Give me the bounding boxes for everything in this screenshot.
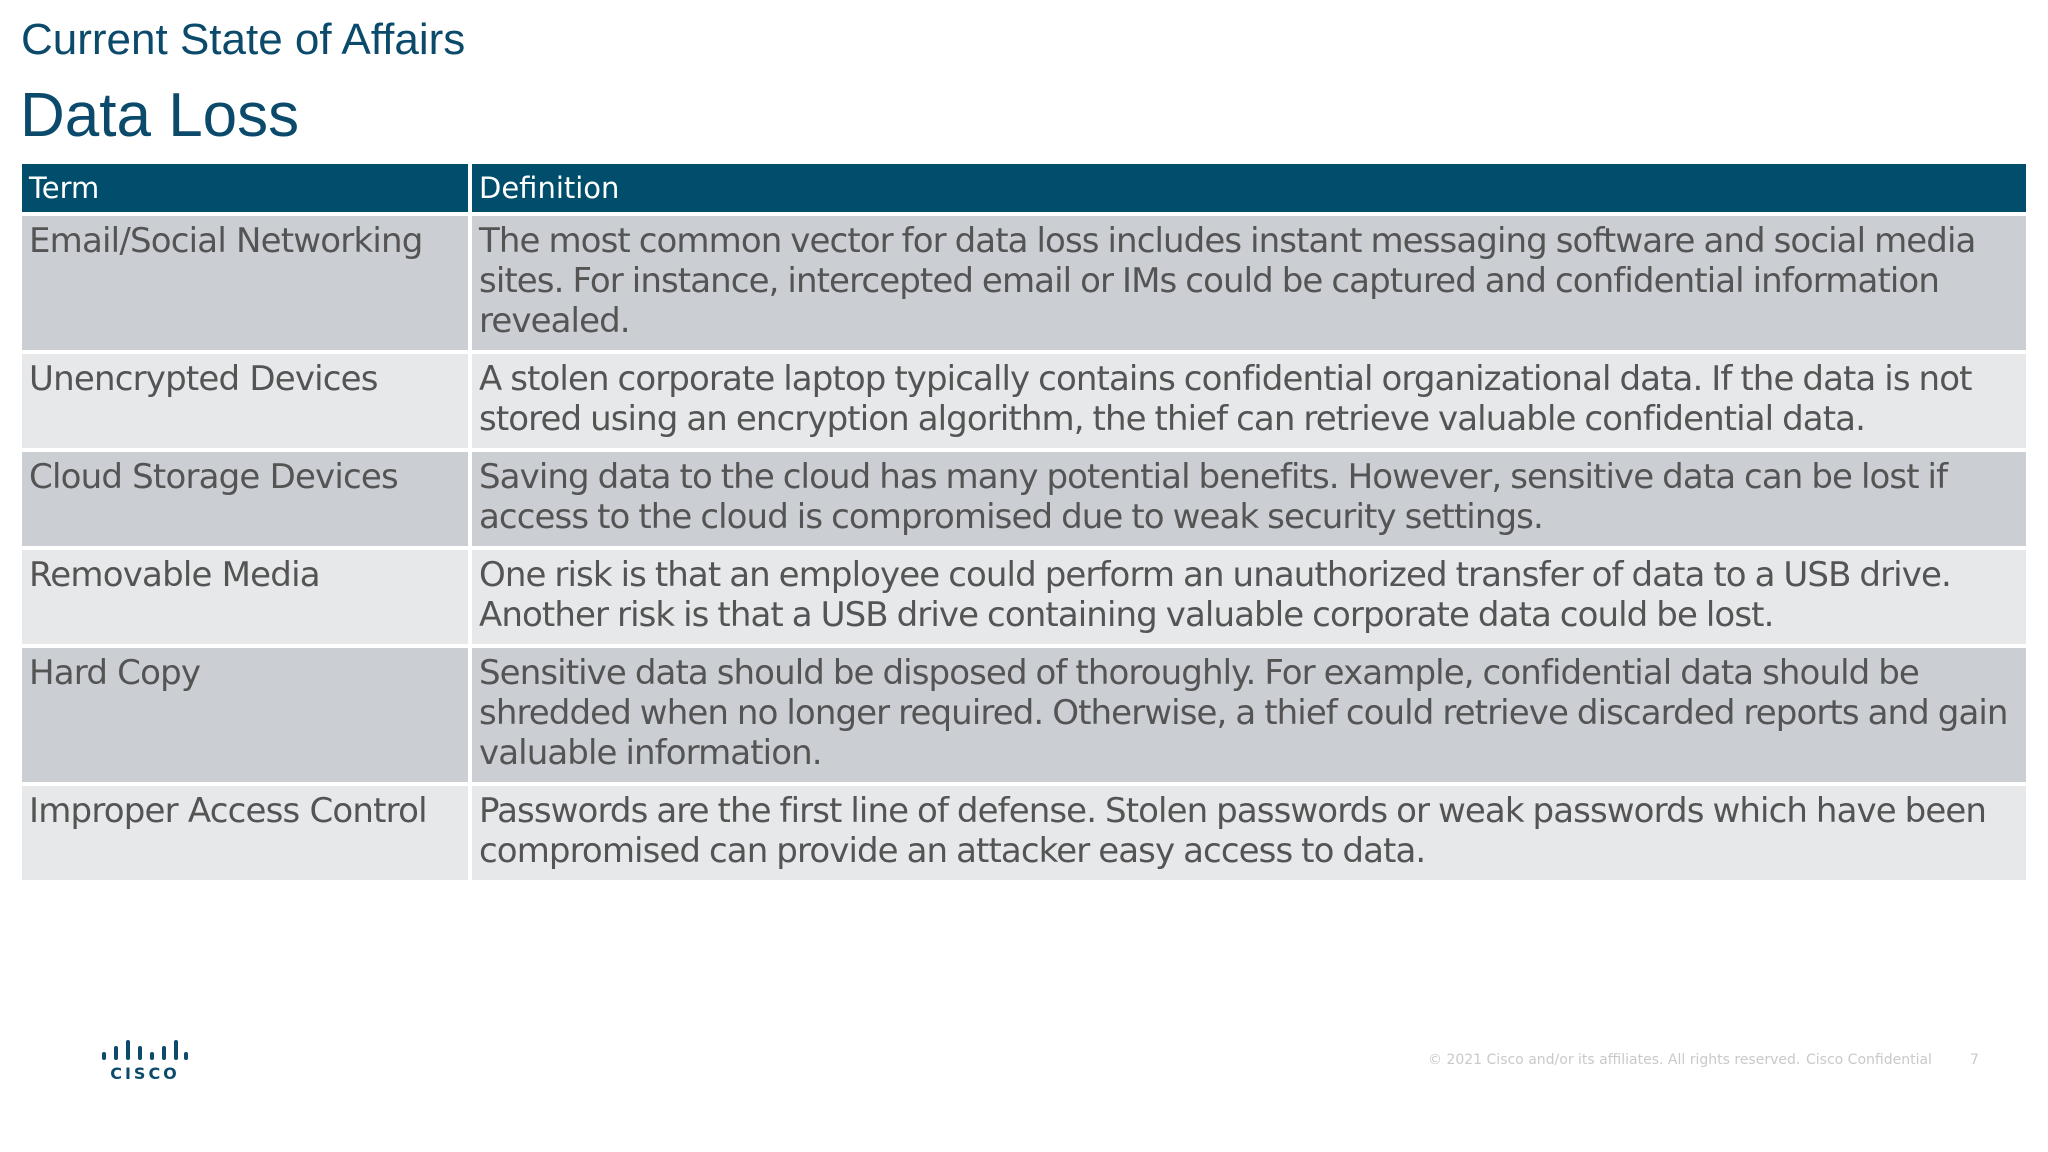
- table-row: [22, 550, 2026, 644]
- table-row: [22, 786, 2026, 880]
- table-row: [22, 648, 2026, 782]
- table-row: [22, 216, 2026, 350]
- table-row: [22, 354, 2026, 448]
- table-row: [22, 452, 2026, 546]
- definition-cell: The most common vector for data loss includes instant messaging software and social media sites. For instance, intercepted email or IMs could be captured and confidential information revealed.: [472, 216, 2026, 350]
- footer-copyright: © 2021 Cisco and/or its affiliates. All rights reserved.: [1428, 1052, 1801, 1068]
- column-header-term: Term: [22, 164, 468, 212]
- term-cell: Removable Media: [22, 550, 468, 644]
- term-cell: Cloud Storage Devices: [22, 452, 468, 546]
- slide-title: Data Loss: [20, 81, 300, 150]
- term-cell: Email/Social Networking: [22, 216, 468, 350]
- definition-cell: One risk is that an employee could perform an unauthorized transfer of data to a USB drive. Another risk is that a USB drive containing valuable corporate data could be lost.: [472, 550, 2026, 644]
- column-header-definition: Definition: [472, 164, 2026, 212]
- slide-subtitle: Current State of Affairs: [21, 15, 466, 64]
- footer-page-number: 7: [1970, 1052, 1979, 1068]
- footer-confidential: Cisco Confidential: [1806, 1052, 1932, 1068]
- term-cell: Improper Access Control: [22, 786, 468, 880]
- data-loss-table: [18, 160, 2030, 884]
- definition-cell: Passwords are the first line of defense. Stolen passwords or weak passwords which have been compromised can provide an attacker easy access to data.: [472, 786, 2026, 880]
- cisco-logo-wordmark: CISCO: [110, 1064, 180, 1083]
- definition-cell: Saving data to the cloud has many potential benefits. However, sensitive data can be lost if access to the cloud is compromised due to weak security settings.: [472, 452, 2026, 546]
- cisco-logo: [100, 1040, 190, 1085]
- definition-cell: A stolen corporate laptop typically contains confidential organizational data. If the data is not stored using an encryption algorithm, the thief can retrieve valuable confidential data.: [472, 354, 2026, 448]
- table-header-row: [22, 164, 2026, 212]
- definition-cell: Sensitive data should be disposed of thoroughly. For example, confidential data should be shredded when no longer required. Otherwise, a thief could retrieve discarded reports and gain valuable information.: [472, 648, 2026, 782]
- term-cell: Hard Copy: [22, 648, 468, 782]
- cisco-logo-icon: [100, 1040, 190, 1064]
- term-cell: Unencrypted Devices: [22, 354, 468, 448]
